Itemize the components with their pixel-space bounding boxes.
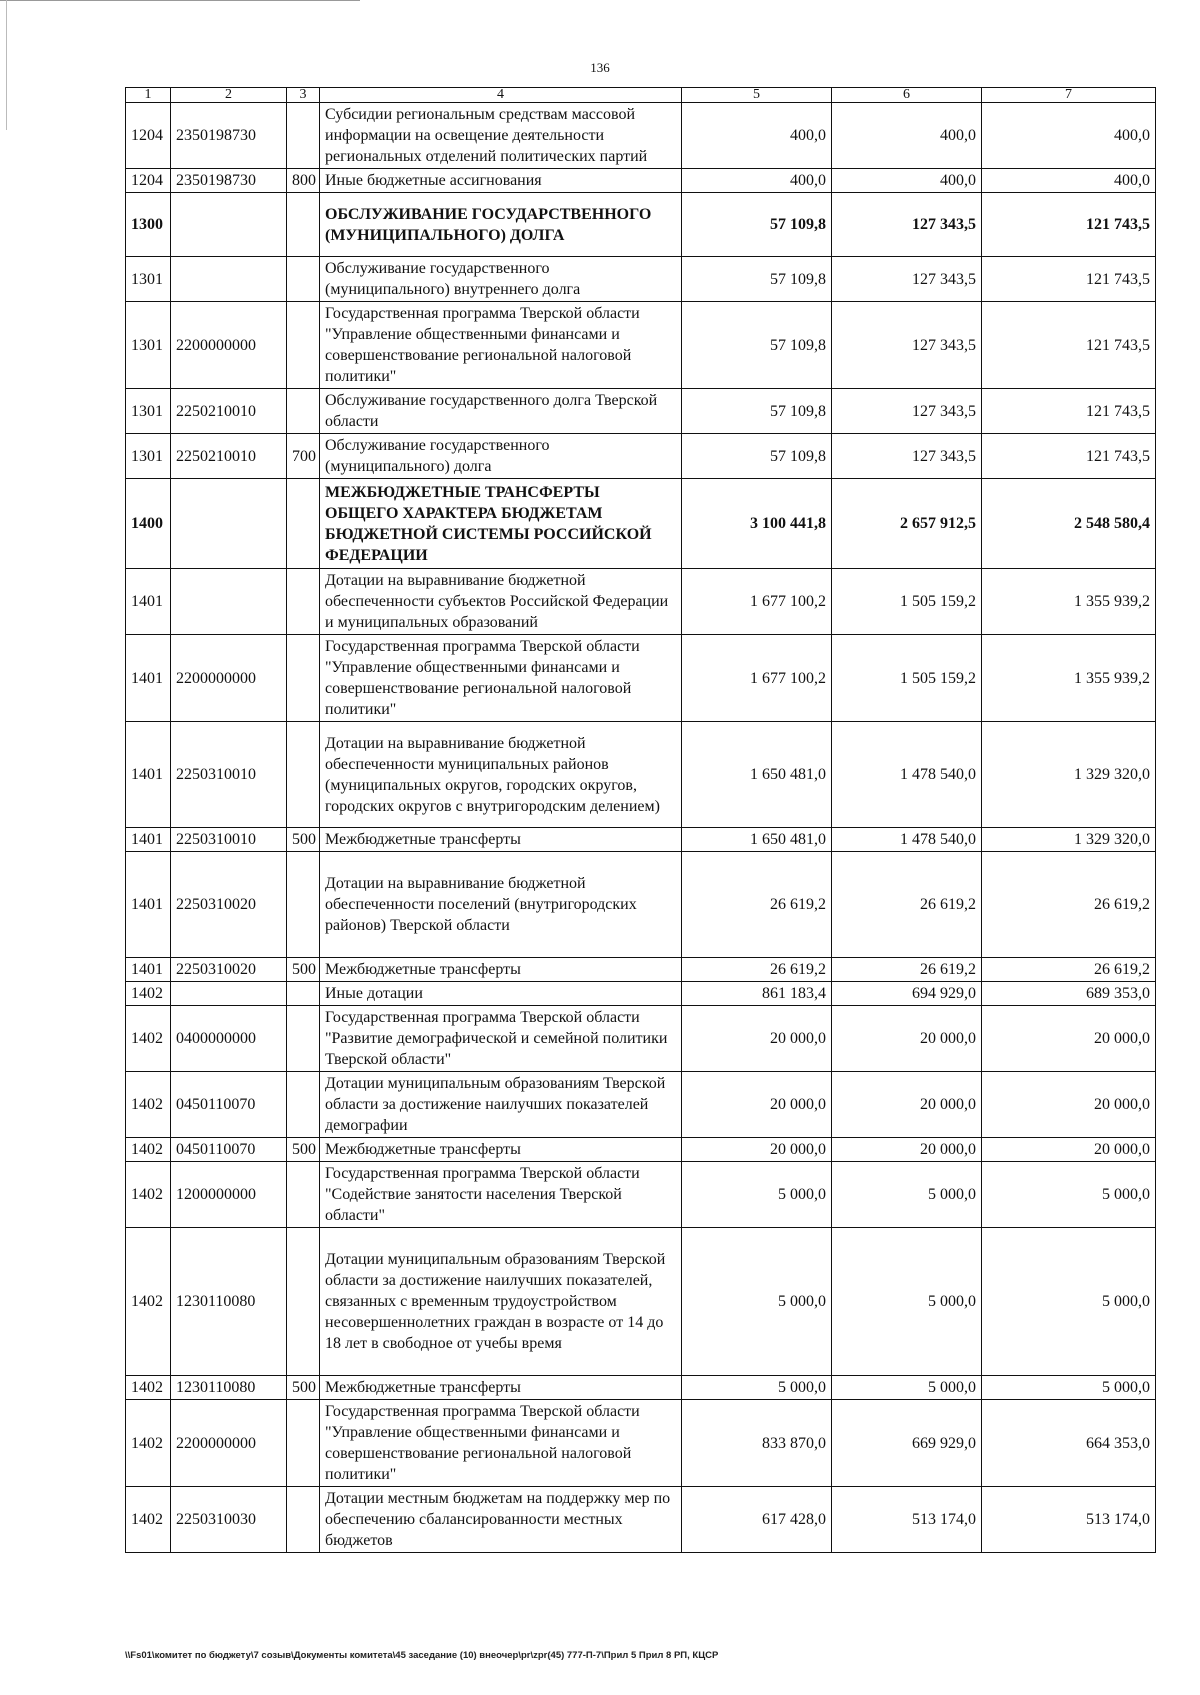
amount-col6-cell: 400,0 <box>832 169 982 193</box>
target-article-code-cell: 2250310010 <box>171 828 287 852</box>
amount-col6-cell: 669 929,0 <box>832 1400 982 1487</box>
expense-type-code-cell <box>287 635 320 722</box>
amount-col6-cell: 1 478 540,0 <box>832 828 982 852</box>
amount-col6-cell: 2 657 912,5 <box>832 479 982 569</box>
expense-type-code-cell <box>287 257 320 302</box>
item-name-cell: Государственная программа Тверской области "Управление общественными финансами и совершенствование региональной налоговой политики" <box>320 302 682 389</box>
amount-col7-cell: 20 000,0 <box>982 1138 1156 1162</box>
amount-col7-cell: 5 000,0 <box>982 1376 1156 1400</box>
table-row <box>126 828 1156 852</box>
expense-type-code-cell <box>287 1228 320 1376</box>
amount-col5-cell: 57 109,8 <box>682 302 832 389</box>
item-name-cell: Межбюджетные трансферты <box>320 828 682 852</box>
amount-col7-cell: 400,0 <box>982 103 1156 169</box>
scan-edge-top <box>0 0 360 1</box>
table-row <box>126 103 1156 169</box>
item-name-cell: Дотации на выравнивание бюджетной обеспеченности субъектов Российской Федерации и муниципальных образований <box>320 569 682 635</box>
target-article-code-cell: 2250310020 <box>171 852 287 958</box>
item-name-cell: Дотации на выравнивание бюджетной обеспеченности поселений (внутригородских районов) Тверской области <box>320 852 682 958</box>
expense-type-code-cell <box>287 982 320 1006</box>
amount-col6-cell: 1 478 540,0 <box>832 722 982 828</box>
amount-col6-cell: 5 000,0 <box>832 1376 982 1400</box>
expense-type-code-cell: 500 <box>287 828 320 852</box>
expense-type-code-cell <box>287 302 320 389</box>
amount-col6-cell: 20 000,0 <box>832 1006 982 1072</box>
item-name-cell: Государственная программа Тверской области "Развитие демографической и семейной политики Тверской области" <box>320 1006 682 1072</box>
amount-col6-cell: 1 505 159,2 <box>832 569 982 635</box>
header-row <box>126 88 1156 103</box>
amount-col5-cell: 400,0 <box>682 169 832 193</box>
table-row <box>126 1006 1156 1072</box>
table-header <box>126 88 1156 103</box>
table-row <box>126 1162 1156 1228</box>
section-code-cell: 1204 <box>126 169 171 193</box>
amount-col5-cell: 617 428,0 <box>682 1487 832 1553</box>
expense-type-code-cell <box>287 193 320 257</box>
section-code-cell: 1301 <box>126 389 171 434</box>
table-row <box>126 389 1156 434</box>
target-article-code-cell <box>171 193 287 257</box>
amount-col5-cell: 57 109,8 <box>682 193 832 257</box>
section-code-cell: 1402 <box>126 982 171 1006</box>
item-name-cell: МЕЖБЮДЖЕТНЫЕ ТРАНСФЕРТЫ ОБЩЕГО ХАРАКТЕРА БЮДЖЕТАМ БЮДЖЕТНОЙ СИСТЕМЫ РОССИЙСКОЙ ФЕДЕРАЦИИ <box>320 479 682 569</box>
expense-type-code-cell <box>287 103 320 169</box>
amount-col7-cell: 689 353,0 <box>982 982 1156 1006</box>
item-name-cell: Субсидии региональным средствам массовой информации на освещение деятельности региональных отделений политических партий <box>320 103 682 169</box>
table-row <box>126 852 1156 958</box>
table-row <box>126 302 1156 389</box>
target-article-code-cell: 2350198730 <box>171 169 287 193</box>
expense-type-code-cell: 700 <box>287 434 320 479</box>
target-article-code-cell: 0400000000 <box>171 1006 287 1072</box>
table-row <box>126 1400 1156 1487</box>
amount-col7-cell: 121 743,5 <box>982 434 1156 479</box>
amount-col5-cell: 3 100 441,8 <box>682 479 832 569</box>
amount-col7-cell: 26 619,2 <box>982 958 1156 982</box>
item-name-cell: Государственная программа Тверской области "Управление общественными финансами и совершенствование региональной налоговой политики" <box>320 1400 682 1487</box>
amount-col7-cell: 400,0 <box>982 169 1156 193</box>
amount-col7-cell: 1 355 939,2 <box>982 635 1156 722</box>
budget-table <box>125 87 1156 1553</box>
table-row <box>126 982 1156 1006</box>
expense-type-code-cell <box>287 1162 320 1228</box>
amount-col6-cell: 127 343,5 <box>832 389 982 434</box>
section-code-cell: 1402 <box>126 1487 171 1553</box>
amount-col7-cell: 1 329 320,0 <box>982 828 1156 852</box>
column-header-6: 6 <box>832 88 982 103</box>
section-code-cell: 1402 <box>126 1138 171 1162</box>
amount-col7-cell: 664 353,0 <box>982 1400 1156 1487</box>
target-article-code-cell <box>171 569 287 635</box>
section-code-cell: 1402 <box>126 1006 171 1072</box>
amount-col6-cell: 20 000,0 <box>832 1072 982 1138</box>
section-code-cell: 1401 <box>126 828 171 852</box>
target-article-code-cell: 1200000000 <box>171 1162 287 1228</box>
item-name-cell: Иные бюджетные ассигнования <box>320 169 682 193</box>
section-code-cell: 1402 <box>126 1400 171 1487</box>
table-row <box>126 479 1156 569</box>
amount-col5-cell: 26 619,2 <box>682 852 832 958</box>
amount-col6-cell: 400,0 <box>832 103 982 169</box>
target-article-code-cell: 2200000000 <box>171 302 287 389</box>
target-article-code-cell: 2250310020 <box>171 958 287 982</box>
amount-col5-cell: 1 650 481,0 <box>682 828 832 852</box>
target-article-code-cell: 2250310010 <box>171 722 287 828</box>
section-code-cell: 1301 <box>126 302 171 389</box>
table-row <box>126 1376 1156 1400</box>
section-code-cell: 1401 <box>126 852 171 958</box>
section-code-cell: 1401 <box>126 569 171 635</box>
amount-col6-cell: 20 000,0 <box>832 1138 982 1162</box>
target-article-code-cell: 2250210010 <box>171 434 287 479</box>
page-number: 136 <box>590 60 610 75</box>
amount-col5-cell: 5 000,0 <box>682 1162 832 1228</box>
amount-col5-cell: 57 109,8 <box>682 434 832 479</box>
amount-col5-cell: 833 870,0 <box>682 1400 832 1487</box>
section-code-cell: 1402 <box>126 1228 171 1376</box>
table-row <box>126 722 1156 828</box>
target-article-code-cell: 2200000000 <box>171 1400 287 1487</box>
amount-col5-cell: 5 000,0 <box>682 1376 832 1400</box>
target-article-code-cell: 2200000000 <box>171 635 287 722</box>
expense-type-code-cell <box>287 852 320 958</box>
target-article-code-cell <box>171 479 287 569</box>
amount-col7-cell: 1 329 320,0 <box>982 722 1156 828</box>
amount-col7-cell: 20 000,0 <box>982 1072 1156 1138</box>
amount-col5-cell: 5 000,0 <box>682 1228 832 1376</box>
column-header-3: 3 <box>287 88 320 103</box>
amount-col5-cell: 57 109,8 <box>682 257 832 302</box>
amount-col5-cell: 20 000,0 <box>682 1138 832 1162</box>
item-name-cell: Межбюджетные трансферты <box>320 1138 682 1162</box>
item-name-cell: Дотации муниципальным образованиям Тверской области за достижение наилучших показателей демографии <box>320 1072 682 1138</box>
section-code-cell: 1301 <box>126 257 171 302</box>
column-header-5: 5 <box>682 88 832 103</box>
section-code-cell: 1401 <box>126 635 171 722</box>
expense-type-code-cell <box>287 569 320 635</box>
table-row <box>126 1138 1156 1162</box>
amount-col6-cell: 127 343,5 <box>832 302 982 389</box>
item-name-cell: Государственная программа Тверской области "Управление общественными финансами и совершенствование региональной налоговой политики" <box>320 635 682 722</box>
item-name-cell: Дотации местным бюджетам на поддержку мер по обеспечению сбалансированности местных бюджетов <box>320 1487 682 1553</box>
target-article-code-cell: 2250310030 <box>171 1487 287 1553</box>
amount-col5-cell: 400,0 <box>682 103 832 169</box>
expense-type-code-cell <box>287 1006 320 1072</box>
amount-col7-cell: 121 743,5 <box>982 389 1156 434</box>
amount-col6-cell: 694 929,0 <box>832 982 982 1006</box>
amount-col7-cell: 121 743,5 <box>982 193 1156 257</box>
footer-file-path: \\Fs01\комитет по бюджету\7 созыв\Документы комитета\45 заседание (10) внеочер\pr\zpr(45) 777-П-7\Прил 5 Прил 8 РП, КЦСР <box>125 1650 719 1661</box>
target-article-code-cell: 1230110080 <box>171 1228 287 1376</box>
item-name-cell: ОБСЛУЖИВАНИЕ ГОСУДАРСТВЕННОГО (МУНИЦИПАЛЬНОГО) ДОЛГА <box>320 193 682 257</box>
amount-col6-cell: 26 619,2 <box>832 958 982 982</box>
expense-type-code-cell <box>287 1400 320 1487</box>
amount-col5-cell: 1 677 100,2 <box>682 569 832 635</box>
table-row <box>126 257 1156 302</box>
amount-col7-cell: 121 743,5 <box>982 302 1156 389</box>
amount-col7-cell: 513 174,0 <box>982 1487 1156 1553</box>
amount-col5-cell: 57 109,8 <box>682 389 832 434</box>
item-name-cell: Межбюджетные трансферты <box>320 958 682 982</box>
table-row <box>126 1487 1156 1553</box>
amount-col6-cell: 1 505 159,2 <box>832 635 982 722</box>
table-row <box>126 958 1156 982</box>
column-header-7: 7 <box>982 88 1156 103</box>
table-body <box>126 103 1156 1553</box>
expense-type-code-cell <box>287 722 320 828</box>
expense-type-code-cell: 500 <box>287 958 320 982</box>
table-row <box>126 635 1156 722</box>
item-name-cell: Обслуживание государственного (муниципального) внутреннего долга <box>320 257 682 302</box>
section-code-cell: 1402 <box>126 1162 171 1228</box>
amount-col7-cell: 121 743,5 <box>982 257 1156 302</box>
target-article-code-cell: 2350198730 <box>171 103 287 169</box>
amount-col6-cell: 127 343,5 <box>832 257 982 302</box>
amount-col5-cell: 1 650 481,0 <box>682 722 832 828</box>
amount-col5-cell: 861 183,4 <box>682 982 832 1006</box>
amount-col5-cell: 26 619,2 <box>682 958 832 982</box>
table-row <box>126 169 1156 193</box>
amount-col6-cell: 127 343,5 <box>832 434 982 479</box>
section-code-cell: 1400 <box>126 479 171 569</box>
target-article-code-cell <box>171 257 287 302</box>
amount-col7-cell: 20 000,0 <box>982 1006 1156 1072</box>
item-name-cell: Дотации на выравнивание бюджетной обеспеченности муниципальных районов (муниципальных округов, городских округов, городских округов с внутригородским делением) <box>320 722 682 828</box>
item-name-cell: Государственная программа Тверской области "Содействие занятости населения Тверской области" <box>320 1162 682 1228</box>
expense-type-code-cell <box>287 1487 320 1553</box>
amount-col7-cell: 5 000,0 <box>982 1228 1156 1376</box>
target-article-code-cell: 0450110070 <box>171 1072 287 1138</box>
section-code-cell: 1401 <box>126 722 171 828</box>
section-code-cell: 1204 <box>126 103 171 169</box>
amount-col5-cell: 1 677 100,2 <box>682 635 832 722</box>
table-row <box>126 569 1156 635</box>
item-name-cell: Обслуживание государственного (муниципального) долга <box>320 434 682 479</box>
section-code-cell: 1301 <box>126 434 171 479</box>
target-article-code-cell <box>171 982 287 1006</box>
expense-type-code-cell: 800 <box>287 169 320 193</box>
section-code-cell: 1402 <box>126 1072 171 1138</box>
section-code-cell: 1402 <box>126 1376 171 1400</box>
amount-col6-cell: 5 000,0 <box>832 1162 982 1228</box>
item-name-cell: Межбюджетные трансферты <box>320 1376 682 1400</box>
target-article-code-cell: 1230110080 <box>171 1376 287 1400</box>
column-header-4: 4 <box>320 88 682 103</box>
column-header-2: 2 <box>171 88 287 103</box>
item-name-cell: Обслуживание государственного долга Тверской области <box>320 389 682 434</box>
amount-col6-cell: 127 343,5 <box>832 193 982 257</box>
expense-type-code-cell <box>287 389 320 434</box>
section-code-cell: 1401 <box>126 958 171 982</box>
amount-col5-cell: 20 000,0 <box>682 1006 832 1072</box>
amount-col7-cell: 1 355 939,2 <box>982 569 1156 635</box>
table-row <box>126 193 1156 257</box>
expense-type-code-cell: 500 <box>287 1138 320 1162</box>
target-article-code-cell: 0450110070 <box>171 1138 287 1162</box>
amount-col7-cell: 2 548 580,4 <box>982 479 1156 569</box>
section-code-cell: 1300 <box>126 193 171 257</box>
expense-type-code-cell <box>287 479 320 569</box>
amount-col6-cell: 26 619,2 <box>832 852 982 958</box>
expense-type-code-cell <box>287 1072 320 1138</box>
amount-col7-cell: 26 619,2 <box>982 852 1156 958</box>
amount-col6-cell: 5 000,0 <box>832 1228 982 1376</box>
item-name-cell: Иные дотации <box>320 982 682 1006</box>
amount-col7-cell: 5 000,0 <box>982 1162 1156 1228</box>
table-row <box>126 434 1156 479</box>
target-article-code-cell: 2250210010 <box>171 389 287 434</box>
amount-col6-cell: 513 174,0 <box>832 1487 982 1553</box>
expense-type-code-cell: 500 <box>287 1376 320 1400</box>
item-name-cell: Дотации муниципальным образованиям Тверской области за достижение наилучших показателей, связанных с временным трудоустройством несовершеннолетних граждан в возрасте от 14 до 18 лет в свободное от учебы время <box>320 1228 682 1376</box>
amount-col5-cell: 20 000,0 <box>682 1072 832 1138</box>
table-row <box>126 1228 1156 1376</box>
column-header-1: 1 <box>126 88 171 103</box>
table-row <box>126 1072 1156 1138</box>
